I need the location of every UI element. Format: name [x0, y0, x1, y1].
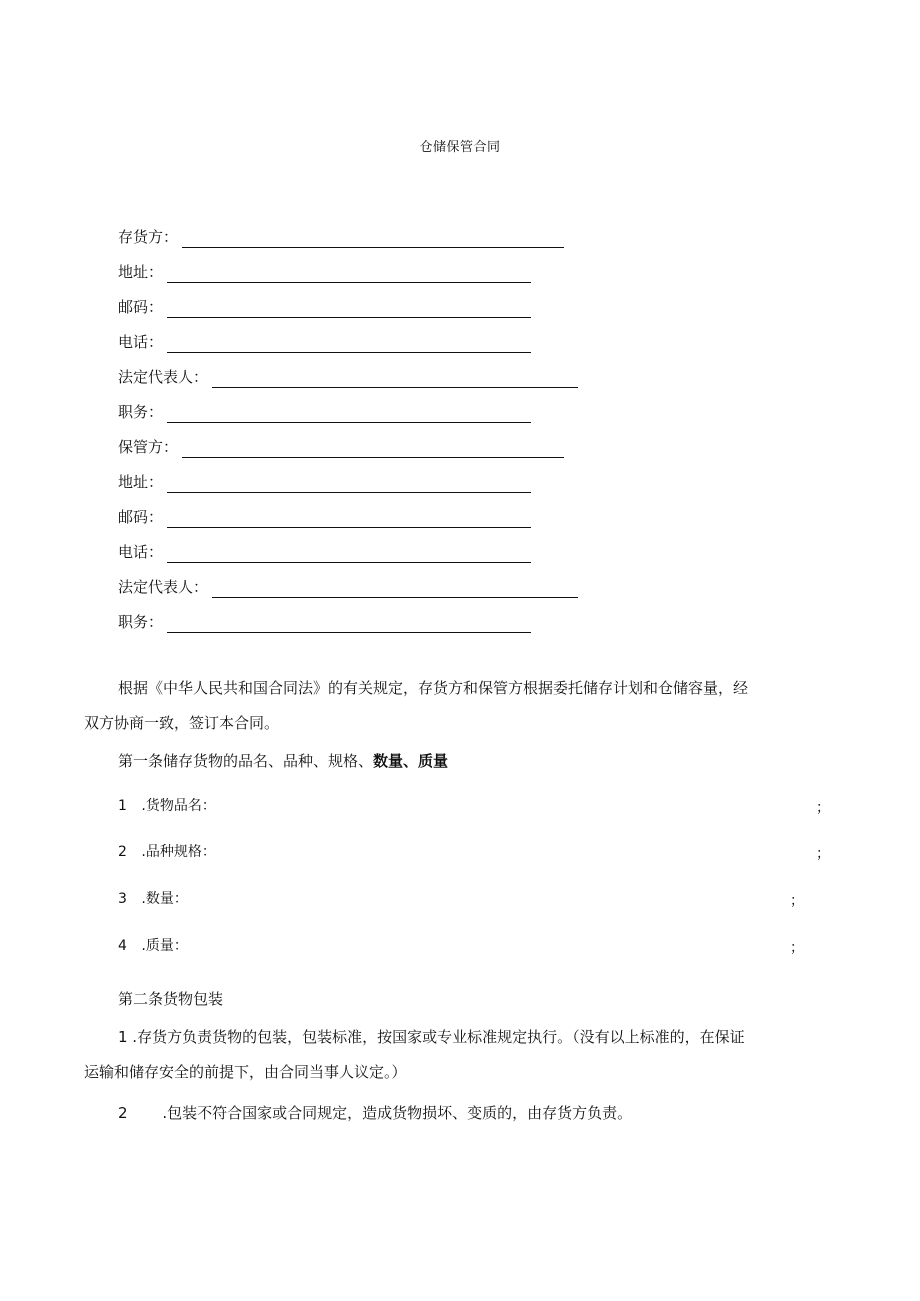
custodian-party-blank[interactable]	[182, 441, 564, 458]
custodian-phone-label: 电话：	[118, 543, 164, 561]
item-3-semicolon: ；	[790, 893, 804, 909]
preamble-line-2: 双方协商一致，签订本合同。	[84, 714, 280, 732]
depositor-phone-label: 电话：	[118, 333, 164, 351]
article-1-heading-part-b: 数量、质量	[373, 752, 449, 770]
custodian-address-label: 地址：	[118, 473, 164, 491]
depositor-address-field	[118, 261, 531, 283]
item-label: .数量：	[141, 891, 188, 907]
depositor-postcode-label: 邮码：	[118, 298, 164, 316]
item-number: 4	[118, 938, 127, 954]
custodian-party-field	[118, 436, 564, 458]
depositor-phone-blank[interactable]	[167, 336, 531, 353]
article-2-item-2	[118, 1102, 632, 1124]
custodian-postcode-blank[interactable]	[167, 511, 531, 528]
item-number: 1	[118, 798, 127, 814]
depositor-position-field	[118, 401, 531, 423]
item-label: .货物品名：	[141, 798, 216, 814]
preamble-line-1: 根据《中华人民共和国合同法》的有关规定，存货方和保管方根据委托储存计划和仓储容量，经	[118, 679, 749, 697]
custodian-postcode-label: 邮码：	[118, 508, 164, 526]
article-1-item-3	[118, 888, 188, 908]
depositor-address-blank[interactable]	[167, 266, 531, 283]
article-1-heading-part-a: 第一条储存货物的品名、品种、规格、	[118, 752, 374, 770]
article-2-item-1-line-2: 运输和储存安全的前提下，由合同当事人议定。）	[84, 1063, 407, 1081]
article-2-heading: 第二条货物包装	[118, 990, 224, 1008]
custodian-legal-rep-label: 法定代表人：	[118, 578, 209, 596]
depositor-party-blank[interactable]	[182, 231, 564, 248]
depositor-postcode-blank[interactable]	[167, 301, 531, 318]
custodian-legal-rep-blank[interactable]	[212, 581, 578, 598]
item-number: 2	[118, 1104, 128, 1122]
contract-title: 仓储保管合同	[419, 140, 501, 155]
item-number: 3	[118, 891, 127, 907]
custodian-postcode-field	[118, 506, 531, 528]
depositor-position-blank[interactable]	[167, 406, 531, 423]
custodian-phone-field	[118, 541, 531, 563]
item-label: .品种规格：	[141, 844, 216, 860]
article-1-item-2	[118, 841, 216, 861]
item-text: .包装不符合国家或合同规定，造成货物损坏、变质的，由存货方负责。	[162, 1104, 633, 1122]
article-1-heading	[118, 750, 448, 772]
article-2-item-1-line-1: 1 .存货方负责货物的包装，包装标准，按国家或专业标准规定执行。（没有以上标准的，在保证	[118, 1028, 745, 1046]
depositor-legal-rep-field	[118, 366, 578, 388]
custodian-position-blank[interactable]	[167, 616, 531, 633]
depositor-address-label: 地址：	[118, 263, 164, 281]
depositor-legal-rep-label: 法定代表人：	[118, 368, 209, 386]
depositor-legal-rep-blank[interactable]	[212, 371, 578, 388]
article-1-item-4	[118, 935, 188, 955]
depositor-phone-field	[118, 331, 531, 353]
depositor-party-label: 存货方：	[118, 228, 179, 246]
item-label: .质量：	[141, 938, 188, 954]
item-number: 2	[118, 844, 127, 860]
custodian-position-label: 职务：	[118, 613, 164, 631]
depositor-party-field	[118, 226, 564, 248]
depositor-position-label: 职务：	[118, 403, 164, 421]
article-1-item-1	[118, 795, 216, 815]
item-2-semicolon: ；	[816, 846, 830, 862]
custodian-address-field	[118, 471, 531, 493]
item-4-semicolon: ；	[790, 940, 804, 956]
depositor-postcode-field	[118, 296, 531, 318]
custodian-position-field	[118, 611, 531, 633]
custodian-phone-blank[interactable]	[167, 546, 531, 563]
item-1-semicolon: ；	[816, 800, 830, 816]
custodian-legal-rep-field	[118, 576, 578, 598]
custodian-party-label: 保管方：	[118, 438, 179, 456]
custodian-address-blank[interactable]	[167, 476, 531, 493]
